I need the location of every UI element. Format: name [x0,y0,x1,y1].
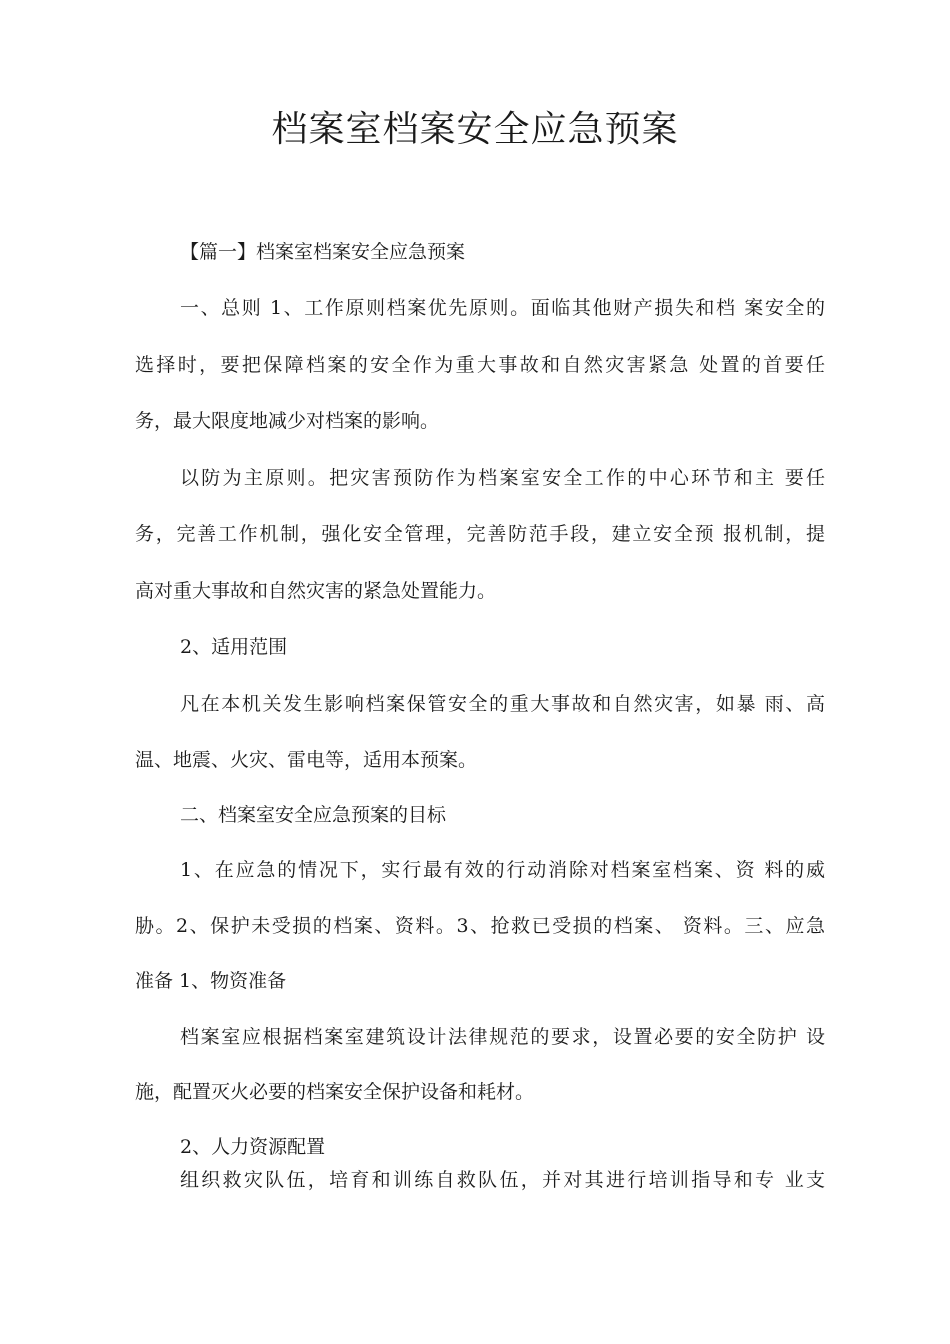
paragraph-line: 选择时，要把保障档案的安全作为重大事故和自然灾害紧急 处置的首要任 [135,354,825,376]
paragraph-line: 施，配置灭火必要的档案安全保护设备和耗材。 [135,1081,535,1103]
paragraph-line: 胁。2、保护未受损的档案、资料。3、抢救已受损的档案、 资料。三、应急 [135,915,825,937]
paragraph-line: 档案室应根据档案室建筑设计法律规范的要求，设置必要的安全防护 设 [180,1026,825,1048]
document-title: 档案室档案安全应急预案 [271,109,679,150]
paragraph-line: 一、总则 1、工作原则档案优先原则。面临其他财产损失和档 案安全的 [180,297,825,319]
paragraph-line: 温、地震、火灾、雷电等，适用本预案。 [135,749,478,771]
paragraph-line: 1、在应急的情况下，实行最有效的行动消除对档案室档案、资 料的威 [180,859,825,881]
subsection-heading: 2、人力资源配置 [180,1136,326,1158]
paragraph-line: 高对重大事故和自然灾害的紧急处置能力。 [135,580,497,602]
section-heading: 二、档案室安全应急预案的目标 [180,804,447,826]
paragraph-line: 凡在本机关发生影响档案保管安全的重大事故和自然灾害，如暴 雨、高 [180,693,825,715]
paragraph-line: 务，最大限度地减少对档案的影响。 [135,410,440,432]
subsection-heading: 2、适用范围 [180,636,288,658]
paragraph-line: 组织救灾队伍，培育和训练自救队伍，并对其进行培训指导和专 业支 [180,1169,825,1191]
paragraph-line: 以防为主原则。把灾害预防作为档案室安全工作的中心环节和主 要任 [180,467,825,489]
paragraph-line: 准备 1、物资准备 [135,970,287,992]
section-heading: 【篇一】档案室档案安全应急预案 [180,241,466,263]
paragraph-line: 务，完善工作机制，强化安全管理，完善防范手段，建立安全预 报机制，提 [135,523,825,545]
